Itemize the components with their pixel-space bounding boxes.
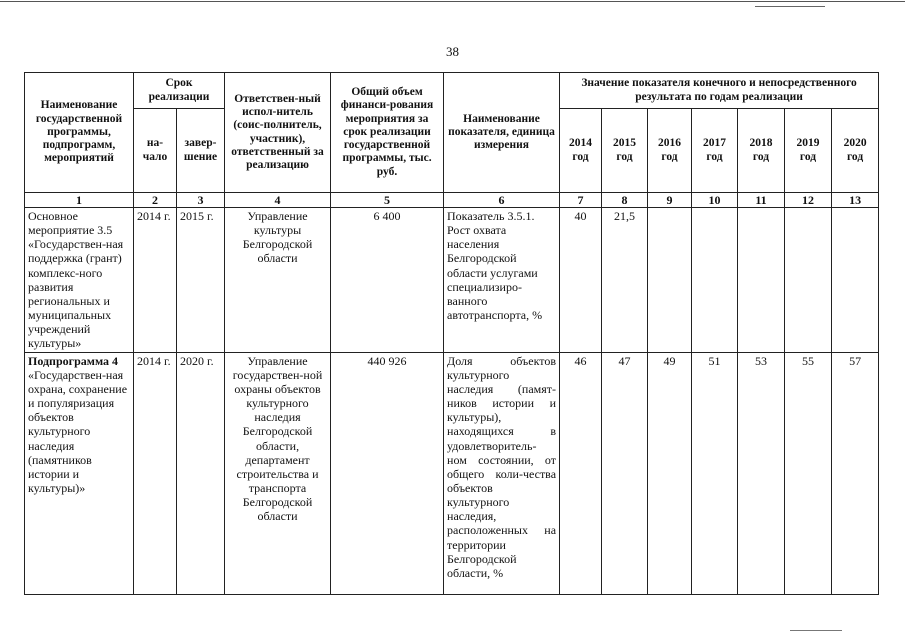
row-value-2015: 47	[602, 352, 648, 594]
header-financing: Общий объем финанси-рования мероприятия за срок реализации государственной программы, тыс. руб.	[331, 73, 444, 193]
table-row	[25, 208, 879, 353]
row-name-text: Основное мероприятие 3.5 «Государствен-ная поддержка (грант) комплекс-ного развития региональных и муниципальных учреждений культуры»	[28, 209, 124, 351]
column-number: 4	[225, 193, 331, 208]
header-responsible: Ответствен-ный испол-нитель (соис-полнитель, участник), ответственный за реализацию	[225, 73, 331, 193]
header-year-2018	[738, 109, 785, 193]
row-start: 2014 г.	[134, 208, 177, 353]
header-name: Наименование государственной программы, подпрограмм, мероприятий	[25, 73, 134, 193]
row-value-2014: 46	[560, 352, 602, 594]
header-year-2020	[832, 109, 879, 193]
year-label: 2020	[843, 137, 867, 150]
row-value-2019: 55	[785, 352, 832, 594]
year-label: 2017	[703, 137, 727, 150]
row-end: 2015 г.	[177, 208, 225, 353]
column-number: 3	[177, 193, 225, 208]
header-year-2015	[602, 109, 648, 193]
row-value-2016	[648, 208, 692, 353]
year-label: 2018	[749, 137, 773, 150]
row-name	[25, 208, 134, 353]
year-unit: год	[752, 150, 770, 163]
year-unit: год	[572, 150, 589, 163]
row-value-2019	[785, 208, 832, 353]
column-number: 6	[444, 193, 560, 208]
column-number: 8	[602, 193, 648, 208]
table-row	[25, 352, 879, 594]
program-table	[24, 72, 879, 595]
header-year-2016	[648, 109, 692, 193]
row-value-2015: 21,5	[602, 208, 648, 353]
column-number: 2	[134, 193, 177, 208]
year-label: 2019	[796, 137, 820, 150]
year-label: 2016	[658, 137, 682, 150]
row-name-text: «Государствен-ная охрана, сохранение и популяризация объектов культурного наследия (памятников истории и культуры)»	[28, 367, 128, 495]
header-start: на-чало	[134, 109, 177, 193]
year-label: 2015	[613, 137, 637, 150]
header-year-2014	[560, 109, 602, 193]
column-number: 12	[785, 193, 832, 208]
row-financing: 6 400	[331, 208, 444, 353]
row-name-bold: Подпрограмма 4	[28, 353, 119, 368]
year-unit: год	[661, 150, 678, 163]
row-responsible: Управление культуры Белгородской области	[225, 208, 331, 353]
column-number: 10	[692, 193, 738, 208]
column-number: 9	[648, 193, 692, 208]
header-year-2017	[692, 109, 738, 193]
year-unit: год	[706, 150, 723, 163]
column-number: 1	[25, 193, 134, 208]
row-end: 2020 г.	[177, 352, 225, 594]
row-start: 2014 г.	[134, 352, 177, 594]
header-values: Значение показателя конечного и непосредственного результата по годам реализации	[560, 73, 879, 109]
row-value-2017	[692, 208, 738, 353]
column-number: 13	[832, 193, 879, 208]
page-number: 38	[446, 44, 459, 59]
scan-edge-mark	[755, 6, 825, 7]
row-responsible: Управление государствен-ной охраны объектов культурного наследия Белгородской области, департамент строительства и транспорта Белгородской области	[225, 352, 331, 594]
row-name	[25, 352, 134, 594]
row-financing: 440 926	[331, 352, 444, 594]
header-indicator: Наименование показателя, единица измерения	[444, 73, 560, 193]
year-label: 2014	[569, 137, 593, 150]
header-end: завер-шение	[177, 109, 225, 193]
header-year-2019	[785, 109, 832, 193]
row-value-2018: 53	[738, 352, 785, 594]
row-value-2020	[832, 208, 879, 353]
row-value-2016: 49	[648, 352, 692, 594]
year-unit: год	[616, 150, 633, 163]
row-value-2017: 51	[692, 352, 738, 594]
scan-edge-line	[0, 1, 905, 2]
row-value-2020: 57	[832, 352, 879, 594]
header-period: Срок реализации	[134, 73, 225, 109]
row-indicator: Показатель 3.5.1. Рост охвата населения Белгородской области услугами специализиро-ванного автотранспорта, %	[444, 208, 560, 353]
column-number: 7	[560, 193, 602, 208]
row-value-2014: 40	[560, 208, 602, 353]
column-number-row	[25, 193, 879, 208]
row-indicator: Доля объектов культурного наследия (памят-ников истории и культуры), находящихся в удовлетворитель-ном состоянии, от общего коли-чества объектов культурного наследия, расположенных на территории Белгородской области, %	[444, 352, 560, 594]
row-value-2018	[738, 208, 785, 353]
scan-edge-mark-bottom	[790, 630, 842, 631]
column-number: 5	[331, 193, 444, 208]
column-number: 11	[738, 193, 785, 208]
year-unit: год	[846, 150, 864, 163]
year-unit: год	[799, 150, 817, 163]
